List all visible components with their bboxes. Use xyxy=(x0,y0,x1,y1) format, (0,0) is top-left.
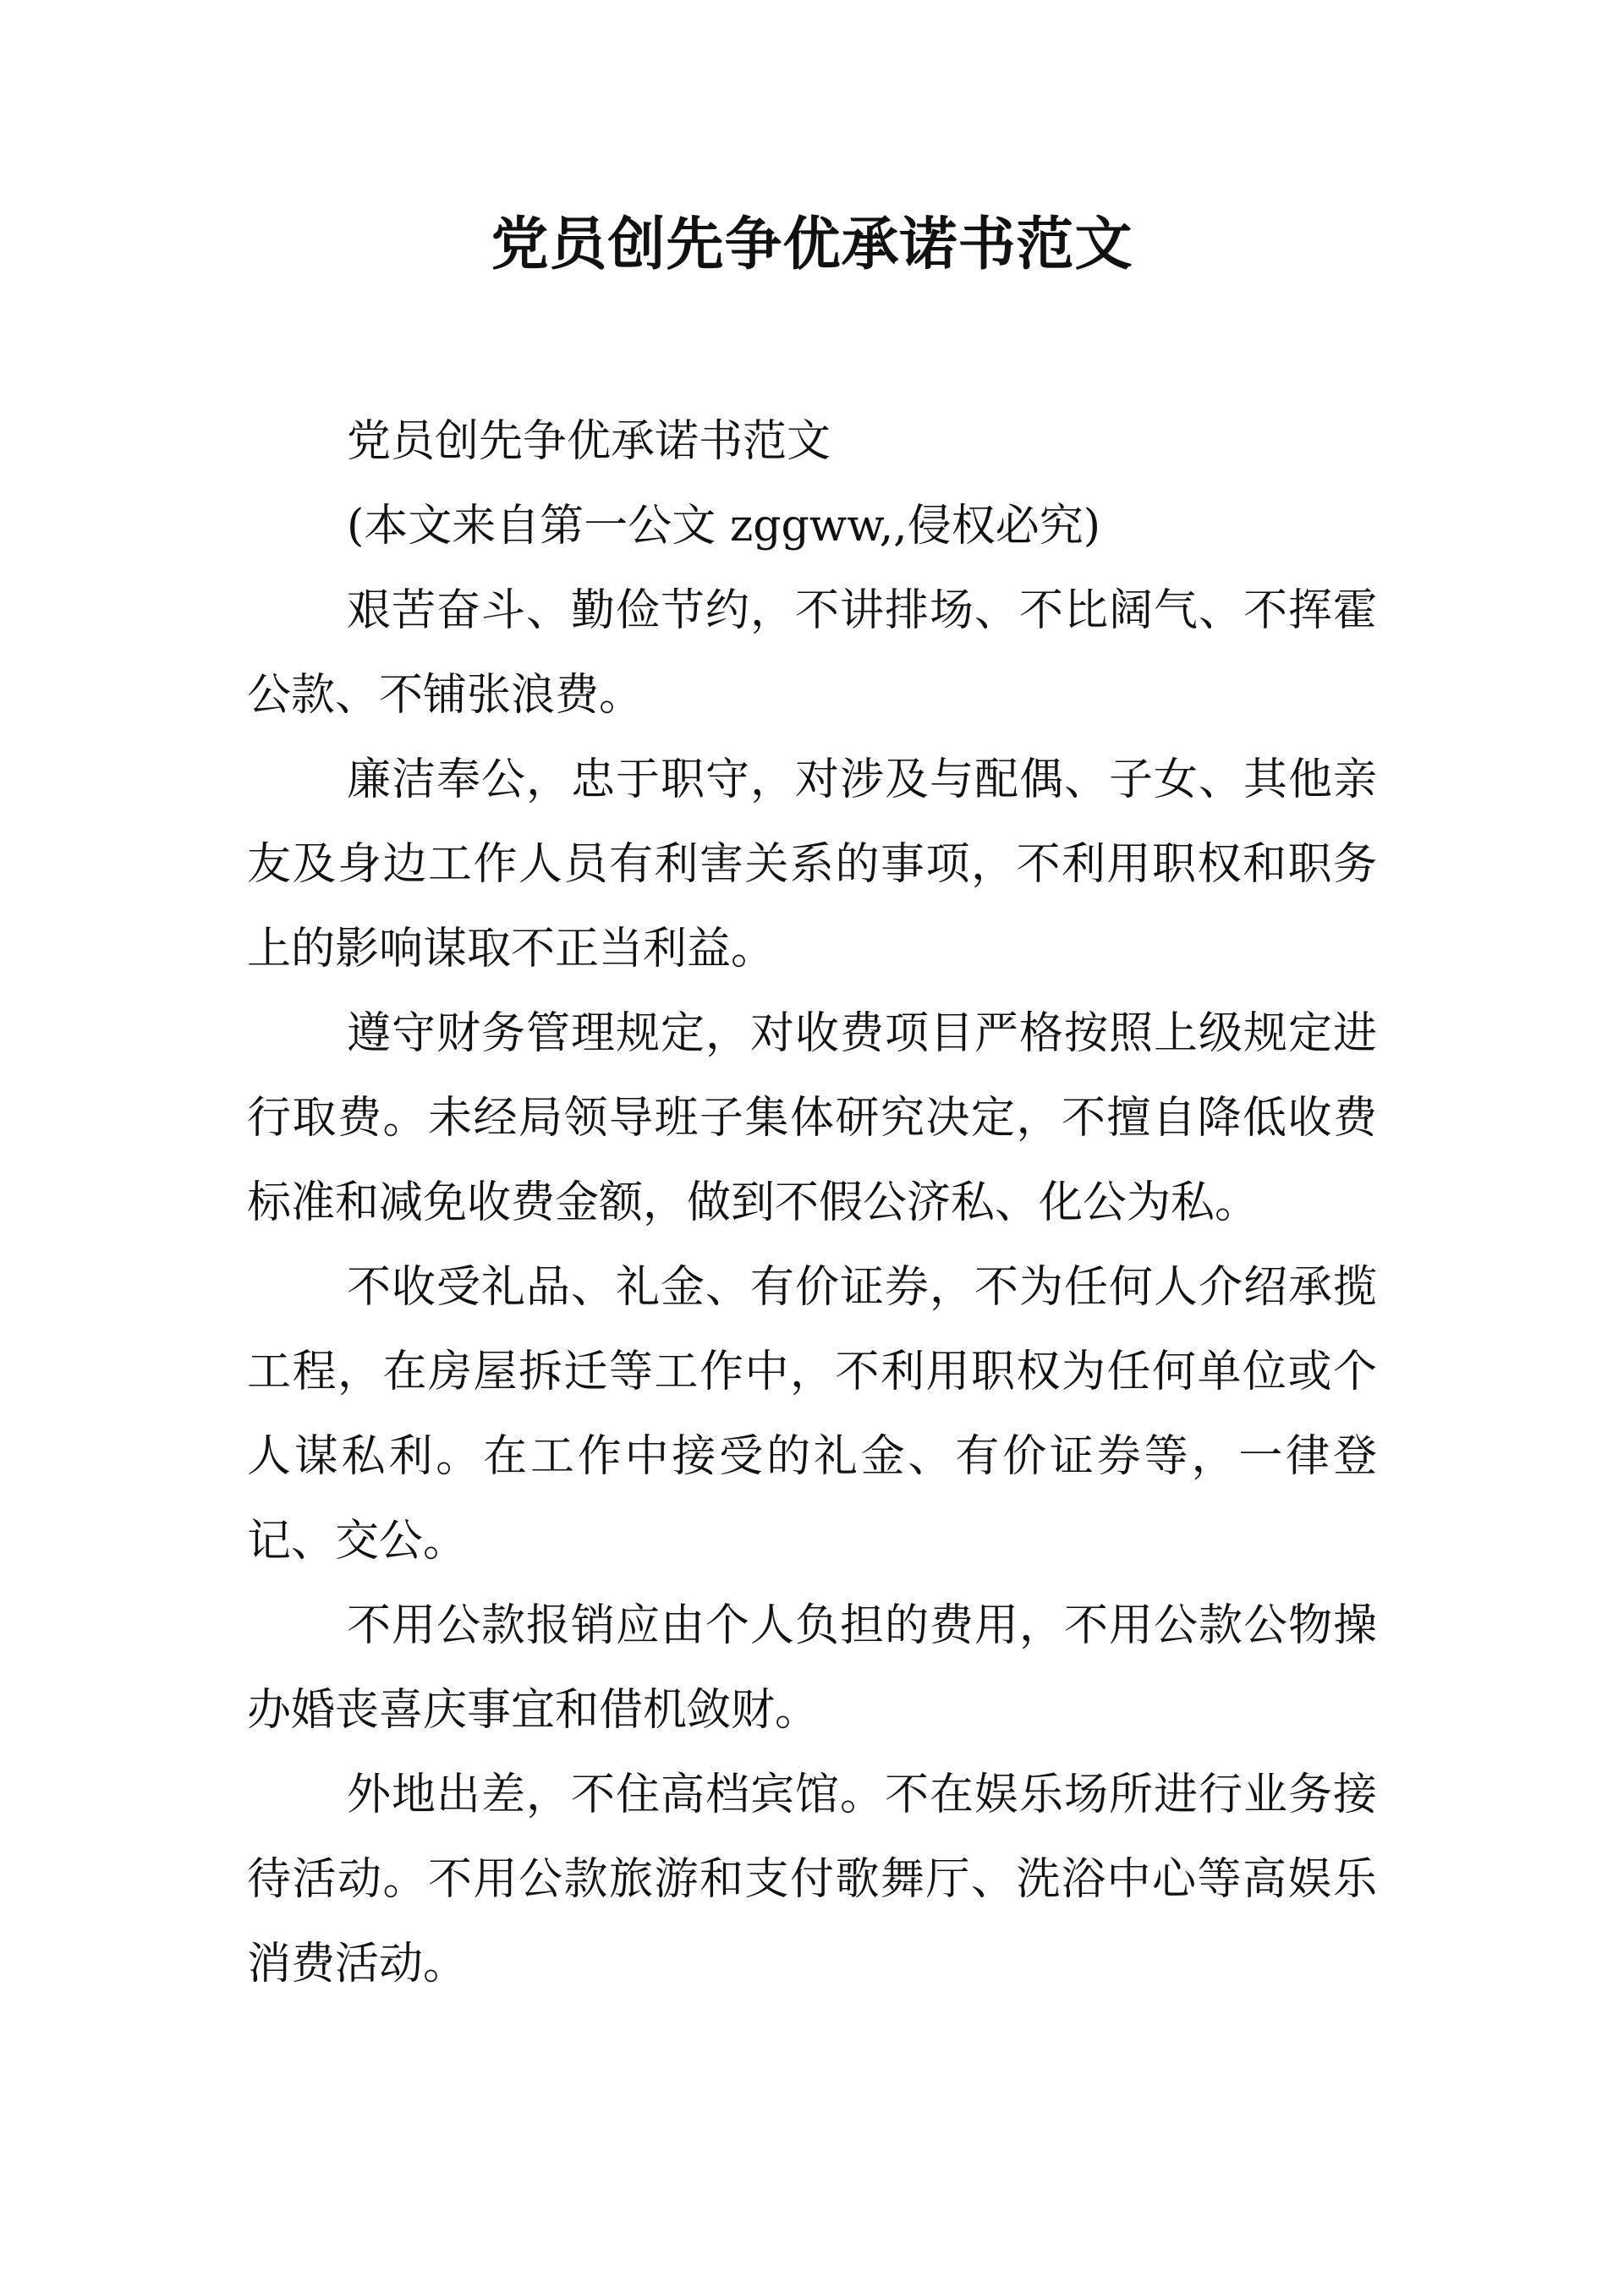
paragraph-integrity: 廉洁奉公，忠于职守，对涉及与配偶、子女、其他亲友及身边工作人员有利害关系的事项，不利用职权和职务上的影响谋取不正当利益。 xyxy=(247,755,1377,974)
paragraph-public-funds: 不用公款报销应由个人负担的费用，不用公款公物操办婚丧喜庆事宜和借机敛财。 xyxy=(247,1600,1377,1736)
paragraph-source-note: (本文来自第一公文 zggww,,侵权必究) xyxy=(347,501,1100,552)
document-title: 党员创先争优承诺书范文 xyxy=(491,211,1133,278)
document-body xyxy=(247,399,1377,2006)
paragraph-finance-rules: 遵守财务管理规定，对收费项目严格按照上级规定进行取费。未经局领导班子集体研究决定，不擅自降低收费标准和减免收费金额，做到不假公济私、化公为私。 xyxy=(247,1008,1377,1228)
paragraph-frugality: 艰苦奋斗、勤俭节约，不讲排场、不比阔气、不挥霍公款、不铺张浪费。 xyxy=(247,585,1377,721)
paragraph-subtitle: 党员创先争优承诺书范文 xyxy=(347,416,831,467)
paragraph-no-gifts: 不收受礼品、礼金、有价证券，不为任何人介绍承揽工程，在房屋拆迁等工作中，不利用职权为任何单位或个人谋私利。在工作中接受的礼金、有价证券等，一律登记、交公。 xyxy=(247,1262,1377,1567)
paragraph-business-travel: 外地出差，不住高档宾馆。不在娱乐场所进行业务接待活动。不用公款旅游和支付歌舞厅、洗浴中心等高娱乐消费活动。 xyxy=(247,1770,1377,1989)
